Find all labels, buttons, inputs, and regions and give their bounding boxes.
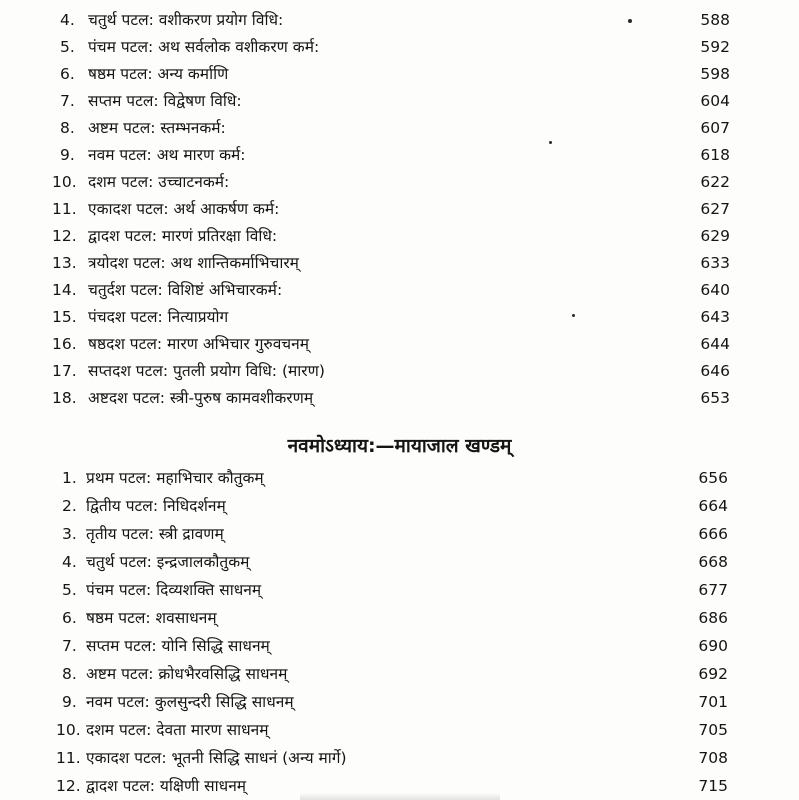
entry-number: 11.: [52, 200, 77, 218]
entry-number: 16.: [52, 335, 77, 353]
entry-title: षष्ठम पटल: शवसाधनम्: [86, 609, 217, 627]
entry-title: चतुर्दश पटल: विशिष्टं अभिचारकर्म:: [88, 281, 283, 299]
toc-entry: [0, 89, 799, 113]
entry-title: चतुर्थ पटल: वशीकरण प्रयोग विधि:: [88, 11, 284, 29]
chapter-heading-text: नवमोऽध्याय:—मायाजाल खण्डम्: [287, 435, 512, 457]
entry-number: 6.: [60, 65, 75, 83]
entry-page: 643: [700, 308, 730, 326]
toc-entry: [0, 143, 799, 167]
entry-page: 627: [700, 200, 730, 218]
toc-entry: [0, 746, 799, 770]
toc-entry: [0, 224, 799, 248]
entry-page: 588: [700, 11, 730, 29]
entry-title: दशम पटल: देवता मारण साधनम्: [86, 721, 269, 739]
entry-title: चतुर्थ पटल: इन्द्रजालकौतुकम्: [86, 553, 250, 571]
toc-entry: [0, 634, 799, 658]
toc-entry: [0, 522, 799, 546]
entry-title: पंचम पटल: अथ सर्वलोक वशीकरण कर्म:: [88, 38, 320, 56]
entry-number: 12.: [52, 227, 77, 245]
entry-page: 715: [698, 777, 728, 795]
entry-number: 13.: [52, 254, 77, 272]
entry-number: 4.: [62, 553, 77, 571]
entry-page: 666: [698, 525, 728, 543]
entry-page: 629: [700, 227, 730, 245]
toc-entry: [0, 494, 799, 518]
entry-page: 604: [700, 92, 730, 110]
print-speck: [628, 19, 632, 23]
toc-entry: [0, 466, 799, 490]
entry-title: सप्तम पटल: विद्वेषण विधि:: [88, 92, 242, 110]
entry-title: षष्ठम पटल: अन्य कर्माणि: [88, 65, 229, 83]
toc-entry: [0, 718, 799, 742]
entry-title: सप्तम पटल: योनि सिद्धि साधनम्: [86, 637, 270, 655]
entry-title: एकादश पटल: अर्थ आकर्षण कर्म:: [88, 200, 280, 218]
toc-entry: [0, 62, 799, 86]
entry-page: 618: [700, 146, 730, 164]
entry-page: 653: [700, 389, 730, 407]
toc-entry: [0, 332, 799, 356]
entry-page: 640: [700, 281, 730, 299]
entry-title: द्वादश पटल: यक्षिणी साधनम्: [86, 777, 247, 795]
entry-number: 8.: [62, 665, 77, 683]
toc-entry: [0, 170, 799, 194]
print-speck: [572, 314, 575, 317]
chapter-heading: [0, 430, 799, 462]
toc-entry: [0, 690, 799, 714]
entry-number: 9.: [60, 146, 75, 164]
toc-entry: [0, 386, 799, 410]
entry-number: 6.: [62, 609, 77, 627]
toc-entry: [0, 305, 799, 329]
entry-number: 5.: [60, 38, 75, 56]
entry-page: 701: [698, 693, 728, 711]
entry-page: 644: [700, 335, 730, 353]
entry-page: 598: [700, 65, 730, 83]
entry-number: 11.: [56, 749, 81, 767]
entry-title: एकादश पटल: भूतनी सिद्धि साधनं (अन्य मार्गे): [86, 749, 347, 767]
entry-title: अष्टम पटल: स्तम्भनकर्म:: [88, 119, 226, 137]
entry-number: 10.: [56, 721, 81, 739]
entry-title: दशम पटल: उच्चाटनकर्म:: [88, 173, 230, 191]
toc-entry: [0, 35, 799, 59]
entry-page: 708: [698, 749, 728, 767]
entry-title: तृतीय पटल: स्त्री द्रावणम्: [86, 525, 224, 543]
entry-title: सप्तदश पटल: पुतली प्रयोग विधि: (मारण): [88, 362, 325, 380]
entry-page: 622: [700, 173, 730, 191]
entry-title: नवम पटल: कुलसुन्दरी सिद्धि साधनम्: [86, 693, 294, 711]
entry-number: 12.: [56, 777, 81, 795]
toc-entry: [0, 606, 799, 630]
entry-number: 10.: [52, 173, 77, 191]
entry-page: 677: [698, 581, 728, 599]
entry-number: 8.: [60, 119, 75, 137]
entry-title: प्रथम पटल: महाभिचार कौतुकम्: [86, 469, 264, 487]
entry-page: 646: [700, 362, 730, 380]
entry-page: 668: [698, 553, 728, 571]
entry-page: 656: [698, 469, 728, 487]
entry-number: 5.: [62, 581, 77, 599]
entry-number: 17.: [52, 362, 77, 380]
entry-title: अष्टम पटल: क्रोधभैरवसिद्धि साधनम्: [86, 665, 288, 683]
entry-page: 705: [698, 721, 728, 739]
toc-entry: [0, 116, 799, 140]
toc-entry: [0, 251, 799, 275]
entry-title: पंचदश पटल: नित्याप्रयोग: [88, 308, 229, 326]
entry-page: 692: [698, 665, 728, 683]
entry-page: 690: [698, 637, 728, 655]
entry-number: 15.: [52, 308, 77, 326]
entry-number: 7.: [60, 92, 75, 110]
entry-number: 3.: [62, 525, 77, 543]
toc-entry: [0, 550, 799, 574]
toc-entry: [0, 359, 799, 383]
entry-page: 607: [700, 119, 730, 137]
toc-entry: [0, 662, 799, 686]
entry-number: 1.: [62, 469, 77, 487]
page-bottom-edge: [300, 793, 500, 800]
entry-number: 2.: [62, 497, 77, 515]
entry-title: नवम पटल: अथ मारण कर्म:: [88, 146, 246, 164]
entry-number: 9.: [62, 693, 77, 711]
toc-entry: [0, 8, 799, 32]
entry-title: षष्ठदश पटल: मारण अभिचार गुरुवचनम्: [88, 335, 310, 353]
entry-title: अष्टदश पटल: स्त्री-पुरुष कामवशीकरणम्: [88, 389, 314, 407]
entry-number: 7.: [62, 637, 77, 655]
toc-entry: [0, 197, 799, 221]
entry-number: 4.: [60, 11, 75, 29]
entry-page: 592: [700, 38, 730, 56]
entry-title: त्रयोदश पटल: अथ शान्तिकर्माभिचारम्: [88, 254, 299, 272]
entry-page: 686: [698, 609, 728, 627]
entry-title: पंचम पटल: दिव्यशक्ति साधनम्: [86, 581, 262, 599]
entry-page: 664: [698, 497, 728, 515]
entry-number: 18.: [52, 389, 77, 407]
entry-title: द्वितीय पटल: निधिदर्शनम्: [86, 497, 226, 515]
entry-page: 633: [700, 254, 730, 272]
print-speck: [549, 141, 552, 144]
toc-entry: [0, 278, 799, 302]
toc-entry: [0, 578, 799, 602]
entry-title: द्वादश पटल: मारणं प्रतिरक्षा विधि:: [88, 227, 278, 245]
entry-number: 14.: [52, 281, 77, 299]
